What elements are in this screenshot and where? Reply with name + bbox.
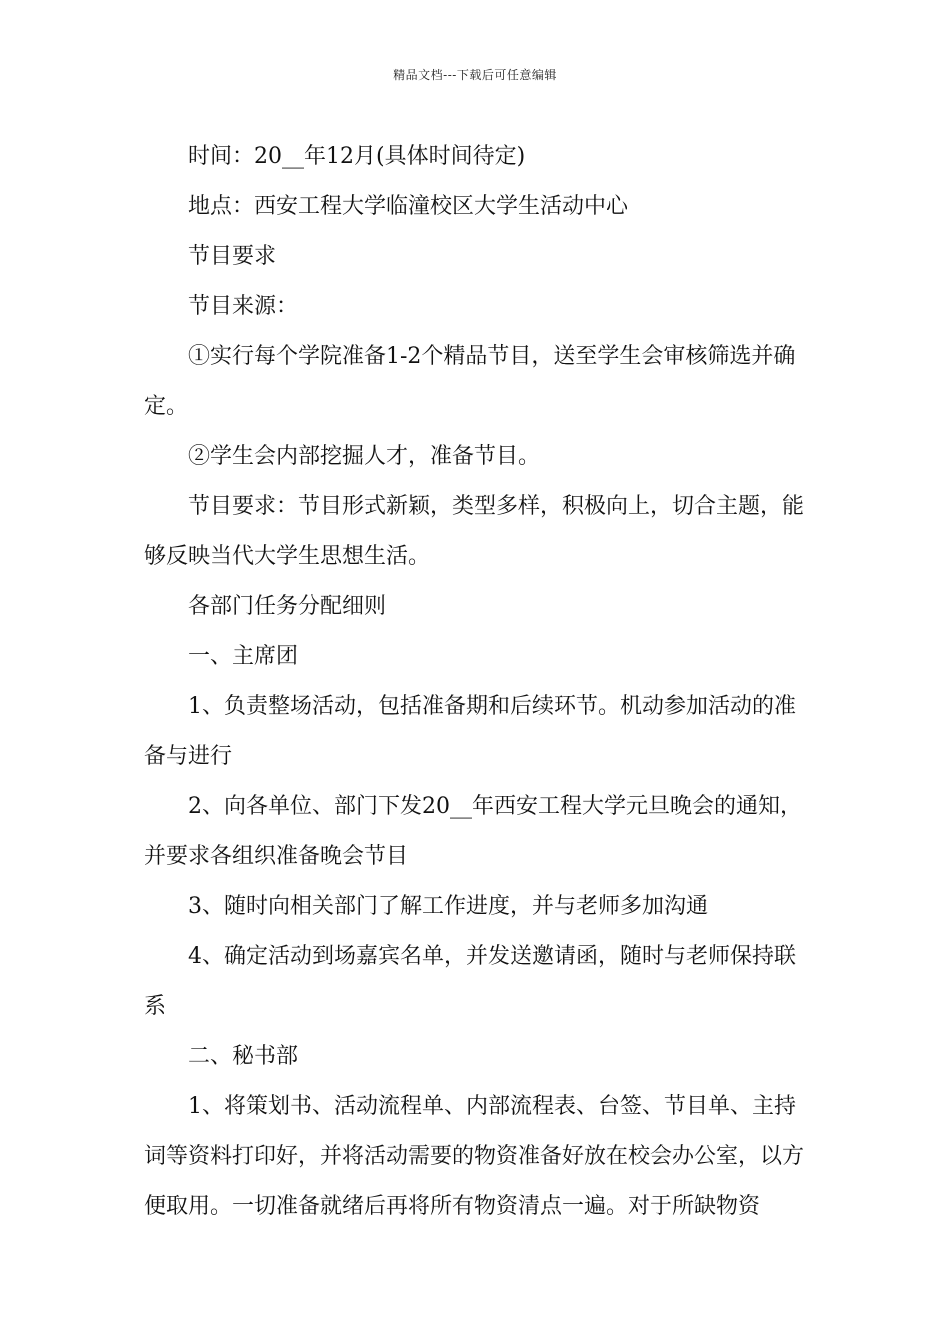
heading-secretariat: 二、秘书部 [188, 1044, 299, 1069]
paragraph-secretariat-1: 1、将策划书、活动流程单、内部流程表、台签、节目单、主持词等资料打印好，并将活动需要的物资准备好放在校会办公室，以方便取用。一切准备就绪后再将所有物资清点一遍。对于所缺物资 [144, 1094, 805, 1219]
paragraph-time: 时间：20__年12月(具体时间待定) [188, 144, 526, 169]
paragraph-presidium-2: 2、向各单位、部门下发20__年西安工程大学元旦晚会的通知，并要求各组织准备晚会节目 [144, 794, 802, 869]
paragraph-requirements: 节目要求：节目形式新颖，类型多样，积极向上，切合主题，能够反映当代大学生思想生活。 [144, 494, 805, 569]
header-note: 精品文档---下载后可任意编辑 [393, 68, 557, 82]
heading-task-division: 各部门任务分配细则 [188, 594, 387, 619]
paragraph-source-2: ②学生会内部挖掘人才，准备节目。 [188, 444, 541, 469]
paragraph-presidium-3: 3、随时向相关部门了解工作进度，并与老师多加沟通 [188, 894, 708, 919]
heading-program-requirements: 节目要求 [188, 244, 277, 269]
paragraph-location: 地点：西安工程大学临潼校区大学生活动中心 [188, 194, 629, 219]
heading-presidium: 一、主席团 [188, 644, 299, 669]
paragraph-source-1: ①实行每个学院准备1-2个精品节目，送至学生会审核筛选并确定。 [144, 344, 796, 419]
paragraph-presidium-4: 4、确定活动到场嘉宾名单，并发送邀请函，随时与老师保持联系 [144, 944, 796, 1019]
document-body [144, 132, 810, 1232]
paragraph-program-source: 节目来源： [188, 294, 299, 319]
paragraph-presidium-1: 1、负责整场活动，包括准备期和后续环节。机动参加活动的准备与进行 [144, 694, 796, 769]
